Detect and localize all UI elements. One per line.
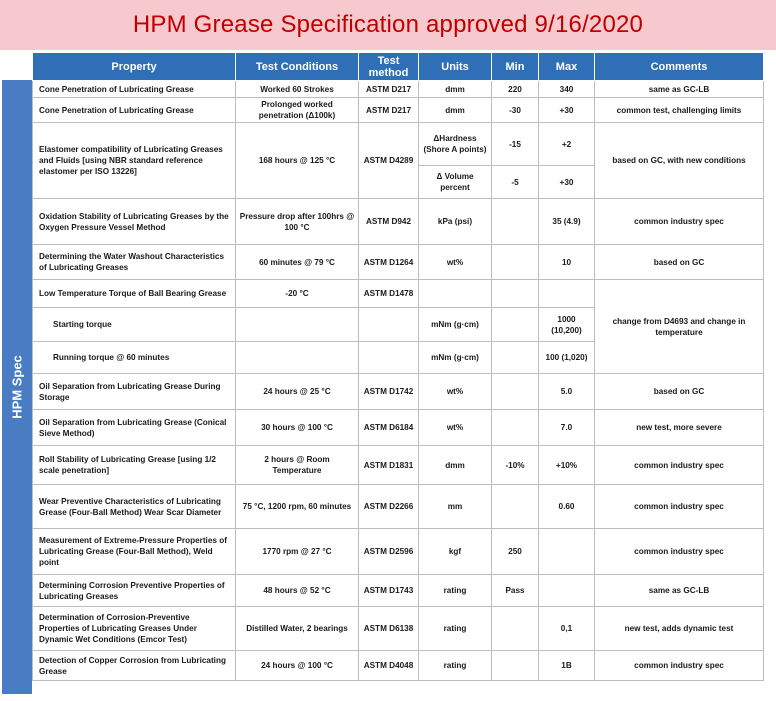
cell-min: 250 xyxy=(492,529,539,575)
table-row xyxy=(33,529,764,575)
table-row xyxy=(33,446,764,485)
cell-method: ASTM D2266 xyxy=(359,485,419,529)
cell-units: rating xyxy=(419,651,492,681)
table-row xyxy=(33,575,764,607)
title-banner xyxy=(0,0,776,50)
cell-method: ASTM D6184 xyxy=(359,410,419,446)
cell-conditions: 60 minutes @ 79 °C xyxy=(236,245,359,280)
cell-units: Δ Volume percent xyxy=(419,166,492,199)
cell-min xyxy=(492,607,539,651)
cell-max: +2 xyxy=(539,123,595,166)
cell-method: ASTM D1264 xyxy=(359,245,419,280)
cell-comments: new test, adds dynamic test xyxy=(595,607,764,651)
header-row xyxy=(33,53,764,81)
cell-comments: based on GC xyxy=(595,374,764,410)
cell-conditions: 168 hours @ 125 °C xyxy=(236,123,359,199)
table-row xyxy=(33,280,764,308)
table-row xyxy=(33,123,764,166)
cell-conditions: Worked 60 Strokes xyxy=(236,81,359,98)
cell-conditions: 2 hours @ Room Temperature xyxy=(236,446,359,485)
cell-method: ASTM D1742 xyxy=(359,374,419,410)
cell-units: ΔHardness (Shore A points) xyxy=(419,123,492,166)
cell-max: 340 xyxy=(539,81,595,98)
cell-min: -15 xyxy=(492,123,539,166)
cell-min xyxy=(492,308,539,342)
cell-property: Elastomer compatibility of Lubricating Greases and Fluids [using NBR standard reference elastomer per ISO 13226] xyxy=(33,123,236,199)
cell-property: Determining Corrosion Preventive Properties of Lubricating Greases xyxy=(33,575,236,607)
cell-min xyxy=(492,245,539,280)
cell-method: ASTM D4048 xyxy=(359,651,419,681)
cell-min: 220 xyxy=(492,81,539,98)
table-row xyxy=(33,245,764,280)
cell-units: wt% xyxy=(419,374,492,410)
cell-comments: change from D4693 and change in temperature xyxy=(595,280,764,374)
cell-units xyxy=(419,280,492,308)
cell-min xyxy=(492,342,539,374)
cell-conditions xyxy=(236,342,359,374)
cell-units: wt% xyxy=(419,245,492,280)
header-test-conditions: Test Conditions xyxy=(236,53,359,81)
cell-property: Cone Penetration of Lubricating Grease xyxy=(33,81,236,98)
cell-max: 1B xyxy=(539,651,595,681)
cell-comments: common industry spec xyxy=(595,529,764,575)
cell-max xyxy=(539,575,595,607)
table-row xyxy=(33,374,764,410)
cell-comments: common industry spec xyxy=(595,651,764,681)
cell-property: Low Temperature Torque of Ball Bearing Grease xyxy=(33,280,236,308)
cell-comments: common industry spec xyxy=(595,446,764,485)
cell-max: +30 xyxy=(539,98,595,123)
header-test-method: Test method xyxy=(359,53,419,81)
cell-units: wt% xyxy=(419,410,492,446)
header-property: Property xyxy=(33,53,236,81)
cell-units: kPa (psi) xyxy=(419,199,492,245)
cell-property: Determining the Water Washout Characteristics of Lubricating Greases xyxy=(33,245,236,280)
cell-method: ASTM D1478 xyxy=(359,280,419,308)
table-row xyxy=(33,607,764,651)
cell-property: Oil Separation from Lubricating Grease (Conical Sieve Method) xyxy=(33,410,236,446)
cell-method: ASTM D6138 xyxy=(359,607,419,651)
cell-conditions: 24 hours @ 100 °C xyxy=(236,651,359,681)
cell-method: ASTM D4289 xyxy=(359,123,419,199)
cell-max: 0.60 xyxy=(539,485,595,529)
cell-min: -10% xyxy=(492,446,539,485)
cell-comments: same as GC-LB xyxy=(595,81,764,98)
table-row xyxy=(33,98,764,123)
table-row xyxy=(33,410,764,446)
cell-units: rating xyxy=(419,575,492,607)
cell-comments: common industry spec xyxy=(595,485,764,529)
cell-property: Wear Preventive Characteristics of Lubricating Grease (Four-Ball Method) Wear Scar Diameter xyxy=(33,485,236,529)
cell-max: 35 (4.9) xyxy=(539,199,595,245)
cell-max: +30 xyxy=(539,166,595,199)
header-comments: Comments xyxy=(595,53,764,81)
cell-min xyxy=(492,485,539,529)
cell-method: ASTM D942 xyxy=(359,199,419,245)
cell-units: dmm xyxy=(419,446,492,485)
cell-conditions: 24 hours @ 25 °C xyxy=(236,374,359,410)
cell-max: 1000 (10,200) xyxy=(539,308,595,342)
cell-method: ASTM D1743 xyxy=(359,575,419,607)
cell-max: 0,1 xyxy=(539,607,595,651)
header-min: Min xyxy=(492,53,539,81)
cell-max: +10% xyxy=(539,446,595,485)
spec-table xyxy=(32,52,764,681)
cell-units: rating xyxy=(419,607,492,651)
cell-property: Cone Penetration of Lubricating Grease xyxy=(33,98,236,123)
table-row xyxy=(33,485,764,529)
cell-units: mNm (g·cm) xyxy=(419,342,492,374)
cell-min xyxy=(492,374,539,410)
cell-property: Measurement of Extreme-Pressure Properties of Lubricating Grease (Four-Ball Method), Weld point xyxy=(33,529,236,575)
cell-min xyxy=(492,199,539,245)
cell-property: Roll Stability of Lubricating Grease [using 1/2 scale penetration] xyxy=(33,446,236,485)
cell-conditions: -20 °C xyxy=(236,280,359,308)
cell-max: 100 (1,020) xyxy=(539,342,595,374)
cell-property: Oil Separation from Lubricating Grease During Storage xyxy=(33,374,236,410)
cell-property: Oxidation Stability of Lubricating Greases by the Oxygen Pressure Vessel Method xyxy=(33,199,236,245)
cell-method xyxy=(359,342,419,374)
cell-max: 7.0 xyxy=(539,410,595,446)
section-sidebar xyxy=(2,80,32,694)
cell-min xyxy=(492,280,539,308)
cell-min: -30 xyxy=(492,98,539,123)
cell-property: Starting torque xyxy=(33,308,236,342)
cell-conditions: 30 hours @ 100 °C xyxy=(236,410,359,446)
cell-max: 5.0 xyxy=(539,374,595,410)
cell-conditions: 1770 rpm @ 27 °C xyxy=(236,529,359,575)
cell-comments: same as GC-LB xyxy=(595,575,764,607)
cell-comments: based on GC xyxy=(595,245,764,280)
cell-method xyxy=(359,308,419,342)
cell-conditions: Prolonged worked penetration (Δ100k) xyxy=(236,98,359,123)
cell-property: Detection of Copper Corrosion from Lubricating Grease xyxy=(33,651,236,681)
cell-conditions: Distilled Water, 2 bearings xyxy=(236,607,359,651)
cell-units: kgf xyxy=(419,529,492,575)
cell-property: Determination of Corrosion-Preventive Properties of Lubricating Greases Under Dynamic Wet Conditions (Emcor Test) xyxy=(33,607,236,651)
cell-comments: common industry spec xyxy=(595,199,764,245)
cell-min xyxy=(492,410,539,446)
cell-comments: new test, more severe xyxy=(595,410,764,446)
table-row xyxy=(33,81,764,98)
cell-min: -5 xyxy=(492,166,539,199)
cell-max xyxy=(539,280,595,308)
cell-units: dmm xyxy=(419,81,492,98)
cell-units: mNm (g·cm) xyxy=(419,308,492,342)
header-max: Max xyxy=(539,53,595,81)
cell-units: mm xyxy=(419,485,492,529)
cell-conditions: 48 hours @ 52 °C xyxy=(236,575,359,607)
cell-conditions xyxy=(236,308,359,342)
cell-comments: common test, challenging limits xyxy=(595,98,764,123)
cell-units: dmm xyxy=(419,98,492,123)
cell-method: ASTM D1831 xyxy=(359,446,419,485)
cell-method: ASTM D217 xyxy=(359,98,419,123)
header-units: Units xyxy=(419,53,492,81)
table-row xyxy=(33,199,764,245)
cell-min xyxy=(492,651,539,681)
cell-comments: based on GC, with new conditions xyxy=(595,123,764,199)
cell-property: Running torque @ 60 minutes xyxy=(33,342,236,374)
cell-conditions: Pressure drop after 100hrs @ 100 °C xyxy=(236,199,359,245)
cell-max: 10 xyxy=(539,245,595,280)
cell-max xyxy=(539,529,595,575)
cell-min: Pass xyxy=(492,575,539,607)
cell-conditions: 75 °C, 1200 rpm, 60 minutes xyxy=(236,485,359,529)
table-row xyxy=(33,651,764,681)
cell-method: ASTM D2596 xyxy=(359,529,419,575)
cell-method: ASTM D217 xyxy=(359,81,419,98)
sidebar-label: HPM Spec xyxy=(9,355,25,419)
page-title: HPM Grease Specification approved 9/16/2020 xyxy=(132,11,644,38)
